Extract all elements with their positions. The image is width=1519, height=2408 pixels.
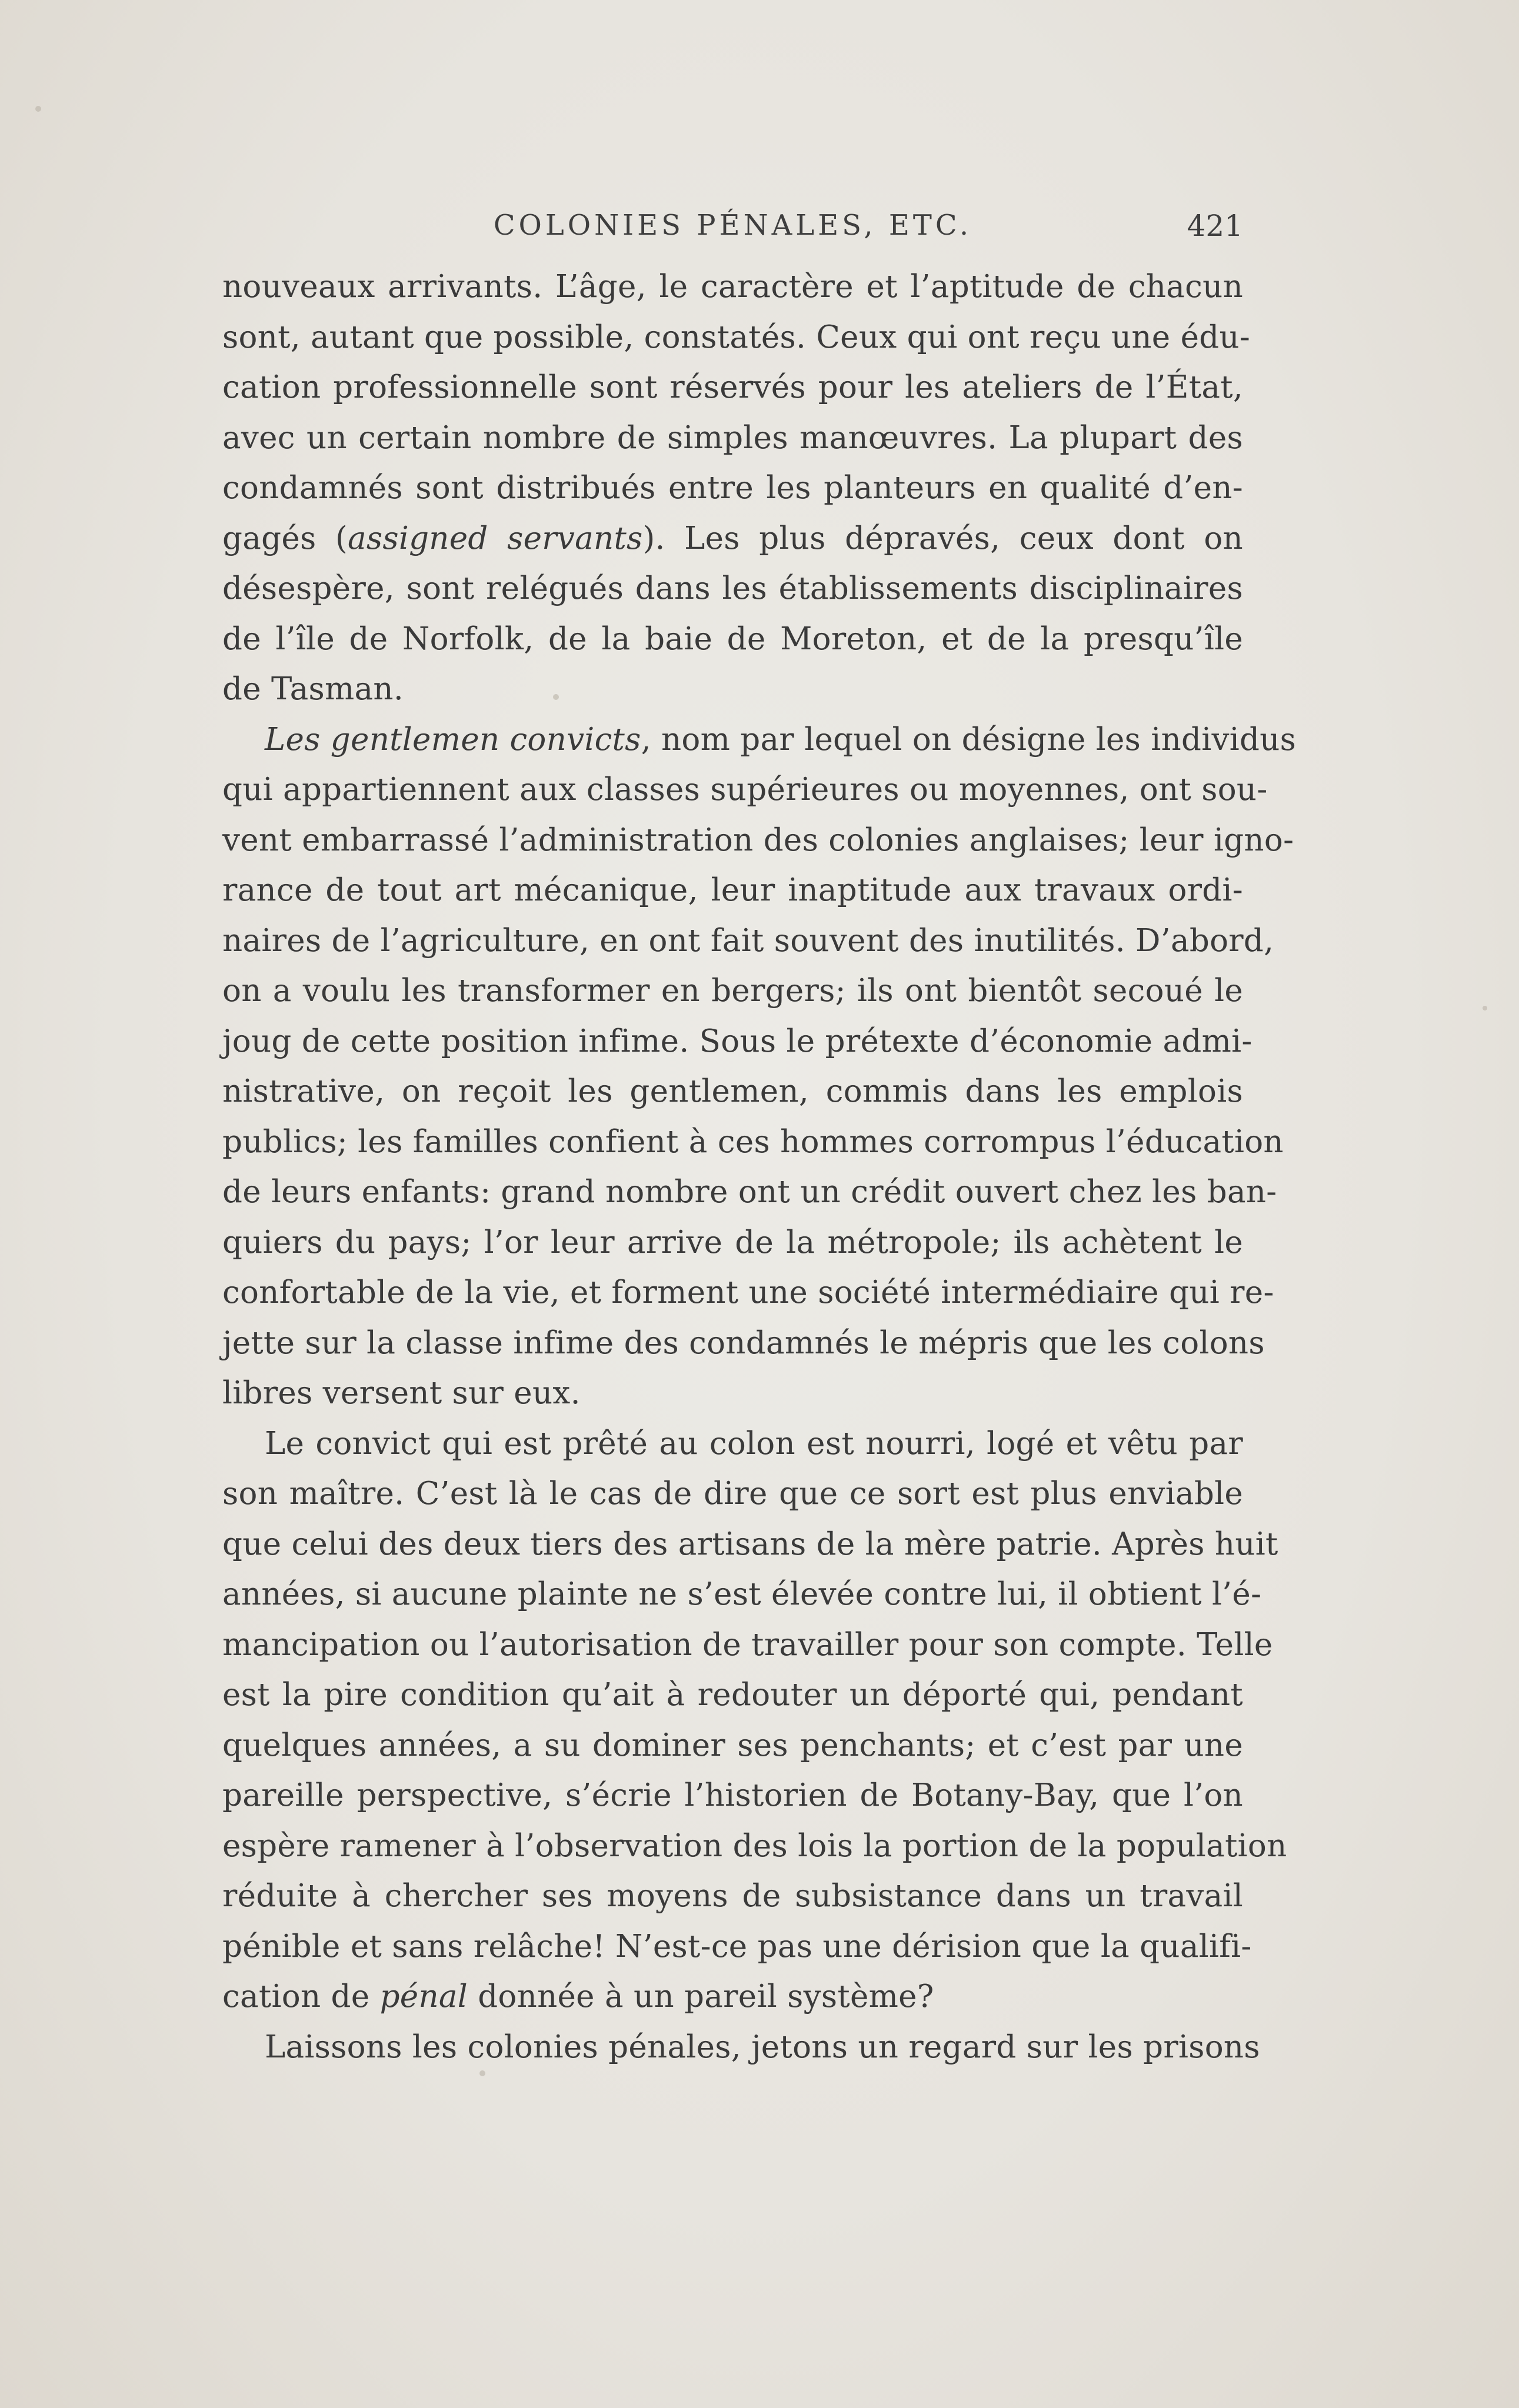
text-line bbox=[222, 1218, 1243, 1268]
text-line bbox=[222, 1770, 1243, 1821]
text-run: cation professionnelle sont réservés pour les ateliers de l’État, bbox=[222, 369, 1243, 405]
paragraph bbox=[222, 1419, 1287, 2022]
text-run: son maître. C’est là le cas de dire que ce sort est plus enviable bbox=[222, 1476, 1243, 1512]
paragraph bbox=[222, 715, 1297, 1419]
text-run: mancipation ou l’autorisation de travailler pour son compte. Telle bbox=[222, 1626, 1273, 1663]
text-run: rance de tout art mécanique, leur inaptitude aux travaux ordi- bbox=[222, 872, 1243, 908]
text-run: avec un certain nombre de simples manœuvres. La plupart des bbox=[222, 419, 1243, 456]
paper-speck bbox=[553, 694, 559, 700]
text-run: Le convict qui est prêté au colon est nourri, logé et vêtu par bbox=[265, 1425, 1243, 1462]
text-line bbox=[222, 1117, 1284, 1168]
text-run: quelques années, a su dominer ses penchants; et c’est par une bbox=[222, 1727, 1243, 1763]
text-line bbox=[222, 815, 1294, 866]
text-run: est la pire condition qu’ait à redouter un déporté qui, pendant bbox=[222, 1677, 1243, 1713]
text-run: confortable de la vie, et forment une société intermédiaire qui re- bbox=[222, 1275, 1274, 1310]
text-line bbox=[222, 1268, 1274, 1318]
text-line bbox=[222, 614, 1243, 665]
text-line bbox=[222, 1821, 1287, 1872]
text-run: nouveaux arrivants. L’âge, le caractère et l’aptitude de chacun bbox=[222, 269, 1243, 305]
text-line bbox=[222, 463, 1243, 513]
text-run: sont, autant que possible, constatés. Ceux qui ont reçu une édu- bbox=[222, 319, 1251, 355]
running-head bbox=[222, 209, 1243, 250]
text-line bbox=[222, 1720, 1243, 1771]
text-line bbox=[222, 1368, 1243, 1419]
text-line bbox=[222, 1519, 1278, 1570]
page-number: 421 bbox=[1187, 209, 1243, 243]
text-run: de l’île de Norfolk, de la baie de Moreton, et de la presqu’île bbox=[222, 621, 1243, 657]
text-line bbox=[222, 312, 1251, 363]
text-line bbox=[222, 1871, 1243, 1922]
text-run: de Tasman. bbox=[222, 671, 404, 707]
text-line bbox=[222, 916, 1274, 966]
text-run: réduite à chercher ses moyens de subsistance dans un travail bbox=[222, 1878, 1243, 1914]
text-line bbox=[222, 262, 1243, 312]
text-line bbox=[222, 1318, 1265, 1369]
text-run: que celui des deux tiers des artisans de la mère patrie. Après huit bbox=[222, 1526, 1278, 1562]
paragraph bbox=[222, 2022, 1260, 2073]
paper-speck bbox=[1483, 1006, 1487, 1010]
body-text bbox=[222, 262, 1297, 2072]
text-run: désespère, sont relégués dans les établissements disciplinaires bbox=[222, 571, 1243, 606]
text-line bbox=[222, 362, 1243, 413]
text-line bbox=[222, 1419, 1243, 1469]
text-run: ). Les plus dépravés, ceux dont on bbox=[642, 520, 1243, 556]
italic-run: pénal bbox=[379, 1979, 468, 2015]
text-run: jette sur la classe infime des condamnés le mépris que les colons bbox=[222, 1325, 1265, 1361]
text-run: espère ramener à l’observation des lois la portion de la population bbox=[222, 1827, 1287, 1864]
text-run: qui appartiennent aux classes supérieures ou moyennes, ont sou- bbox=[222, 772, 1268, 808]
text-line bbox=[222, 715, 1297, 765]
text-run: on a voulu les transformer en bergers; ils ont bientôt secoué le bbox=[222, 973, 1243, 1009]
text-run: condamnés sont distribués entre les planteurs en qualité d’en- bbox=[222, 470, 1243, 506]
text-line bbox=[222, 1922, 1252, 1972]
text-line bbox=[222, 664, 1243, 715]
text-line bbox=[222, 1167, 1277, 1218]
text-line bbox=[222, 1620, 1273, 1670]
paper-speck bbox=[479, 2070, 485, 2076]
paper-speck bbox=[35, 106, 41, 112]
text-line bbox=[222, 1469, 1243, 1519]
italic-run: assigned servants bbox=[347, 520, 643, 556]
text-run: gagés ( bbox=[222, 520, 348, 556]
text-line bbox=[222, 1016, 1252, 1067]
running-title: COLONIES PÉNALES, ETC. bbox=[493, 209, 972, 242]
text-run: pareille perspective, s’écrie l’historien de Botany-Bay, que l’on bbox=[222, 1777, 1243, 1813]
text-run: joug de cette position infime. Sous le prétexte d’économie admi- bbox=[222, 1023, 1252, 1059]
text-line bbox=[222, 413, 1243, 463]
text-run: nistrative, on reçoit les gentlemen, commis dans les emplois bbox=[222, 1073, 1243, 1109]
text-run: naires de l’agriculture, en ont fait souvent des inutilités. D’abord, bbox=[222, 922, 1274, 959]
text-line bbox=[222, 513, 1243, 564]
text-run: Laissons les colonies pénales, jetons un regard sur les prisons bbox=[265, 2029, 1260, 2065]
text-line bbox=[222, 865, 1243, 916]
text-run: années, si aucune plainte ne s’est élevée contre lui, il obtient l’é- bbox=[222, 1576, 1262, 1612]
text-run: publics; les familles confient à ces hommes corrompus l’éducation bbox=[222, 1123, 1284, 1160]
text-run: , nom par lequel on désigne les individus bbox=[641, 721, 1297, 758]
paragraph bbox=[222, 262, 1251, 715]
text-line bbox=[222, 2022, 1260, 2073]
text-line bbox=[222, 1066, 1243, 1117]
text-run: quiers du pays; l’or leur arrive de la métropole; ils achètent le bbox=[222, 1224, 1243, 1260]
text-line bbox=[222, 1569, 1262, 1620]
text-line bbox=[222, 1972, 1243, 2022]
text-run: de leurs enfants: grand nombre ont un crédit ouvert chez les ban- bbox=[222, 1174, 1277, 1210]
text-run: cation de bbox=[222, 1979, 380, 2015]
text-run: libres versent sur eux. bbox=[222, 1375, 581, 1411]
text-line bbox=[222, 563, 1243, 614]
text-run: donnée à un pareil système? bbox=[468, 1979, 934, 2015]
text-run: vent embarrassé l’administration des colonies anglaises; leur igno- bbox=[222, 822, 1294, 858]
italic-run: Les gentlemen convicts bbox=[265, 721, 641, 758]
text-line bbox=[222, 1670, 1243, 1720]
text-line bbox=[222, 966, 1243, 1016]
text-run: pénible et sans relâche! N’est-ce pas une dérision que la qualifi- bbox=[222, 1928, 1252, 1965]
text-line bbox=[222, 765, 1268, 815]
